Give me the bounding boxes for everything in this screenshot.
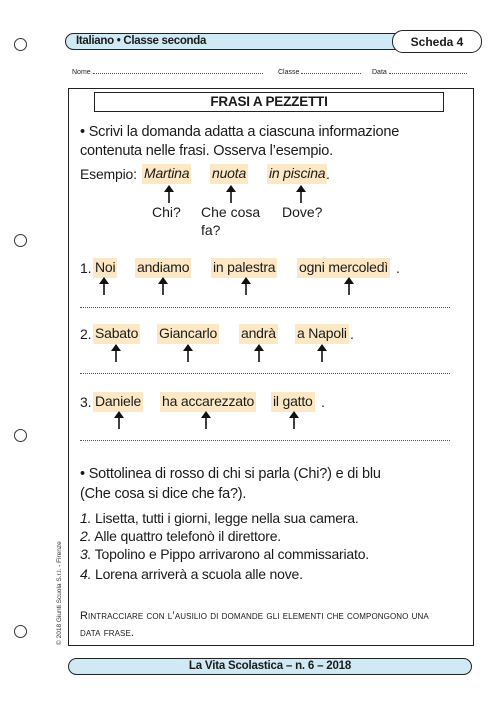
scheda-tab: [392, 30, 482, 53]
answer-line[interactable]: [80, 440, 450, 441]
sentence-segment: in palestra: [211, 258, 277, 278]
sentence-segment: ha accarezzato: [160, 392, 256, 412]
binder-hole: [14, 234, 27, 247]
list-item[interactable]: [80, 509, 359, 527]
example-segment: Martina: [142, 164, 191, 184]
nome-field[interactable]: [72, 67, 263, 76]
title-box: [94, 92, 444, 112]
question-chi: Chi?: [152, 204, 181, 220]
sentence-number: 2.: [80, 326, 92, 342]
sentence-period: .: [350, 326, 354, 342]
arrow-up-icon: [110, 344, 122, 362]
exercise2-instruction-cont: (Che cosa si dice che fa?).: [80, 486, 247, 502]
copyright-notice: © 2018 Giunti Scuola S.r.l. - Firenze: [56, 541, 63, 645]
sentence-segment: Daniele: [93, 392, 143, 412]
arrow-up-icon: [316, 344, 328, 362]
footer-band: [68, 658, 472, 675]
exercise1-instruction: • Scrivi la domanda adatta a ciascuna informazione: [80, 124, 400, 140]
sentence-segment: andrà: [239, 324, 278, 344]
list-item-text: Topolino e Pippo arrivarono al commissariato.: [94, 546, 369, 562]
list-item-number: 2.: [80, 528, 92, 544]
classe-field[interactable]: [278, 67, 361, 76]
learning-objective-cont: data frase.: [80, 627, 135, 639]
sentence-period: .: [396, 260, 400, 276]
list-item-number: 3.: [80, 546, 92, 562]
sentence-segment: Noi: [93, 258, 117, 278]
sentence-segment: Giancarlo: [157, 324, 219, 344]
answer-line[interactable]: [80, 307, 450, 308]
binder-hole: [14, 38, 27, 51]
arrow-up-icon: [113, 411, 125, 429]
sentence-period: .: [321, 394, 325, 410]
data-label: Data: [372, 69, 387, 76]
learning-objective: Rintracciare con l’ausilio di domande gli elementi che compongono una: [80, 610, 429, 622]
example-label: Esempio:: [80, 166, 137, 182]
list-item[interactable]: [80, 565, 303, 583]
example-period: .: [326, 166, 330, 182]
arrow-up-icon: [288, 411, 300, 429]
sentence-number: 1.: [80, 260, 92, 276]
sentence-segment: a Napoli: [295, 324, 349, 344]
nome-label: Nome: [72, 69, 91, 76]
arrow-up-icon: [98, 277, 110, 295]
sentence-segment: ogni mercoledì: [297, 258, 390, 278]
arrow-up-icon: [343, 277, 355, 295]
arrow-up-icon: [163, 185, 175, 203]
classe-label: Classe: [278, 69, 300, 76]
list-item[interactable]: [80, 527, 281, 545]
list-item-text: Alle quattro telefonò il direttore.: [94, 528, 281, 544]
arrow-up-icon: [240, 277, 252, 295]
arrow-up-icon: [157, 277, 169, 295]
arrow-up-icon: [200, 411, 212, 429]
footer-text: La Vita Scolastica – n. 6 – 2018: [188, 660, 352, 672]
sentence-segment: Sabato: [93, 324, 140, 344]
sentence-segment: andiamo: [135, 258, 191, 278]
example-segment: in piscina: [267, 164, 327, 184]
list-item-text: Lisetta, tutti i giorni, legge nella sua camera.: [94, 510, 359, 526]
list-item-number: 4.: [80, 566, 92, 582]
question-fa: fa?: [201, 222, 221, 238]
arrow-up-icon: [253, 344, 265, 362]
arrow-up-icon: [225, 185, 237, 203]
scheda-label: Scheda 4: [410, 35, 464, 49]
answer-line[interactable]: [80, 373, 450, 374]
header-title: Italiano • Classe seconda: [76, 35, 207, 47]
binder-hole: [14, 625, 27, 638]
exercise2-instruction: • Sottolinea di rosso di chi si parla (Chi?) e di blu: [80, 466, 381, 482]
list-item[interactable]: [80, 545, 369, 563]
arrow-up-icon: [295, 185, 307, 203]
list-item-number: 1.: [80, 510, 92, 526]
binder-hole: [14, 429, 27, 442]
exercise1-instruction-cont: contenuta nelle frasi. Osserva l’esempio.: [80, 143, 333, 159]
sentence-number: 3.: [80, 394, 92, 410]
example-segment: nuota: [210, 164, 248, 184]
page-title: FRASI A PEZZETTI: [210, 94, 328, 109]
question-dove: Dove?: [282, 204, 323, 220]
arrow-up-icon: [182, 344, 194, 362]
data-field[interactable]: [372, 67, 467, 76]
sentence-segment: il gatto: [271, 392, 315, 412]
question-che-cosa: Che cosa: [201, 204, 261, 220]
list-item-text: Lorena arriverà a scuola alle nove.: [94, 566, 303, 582]
